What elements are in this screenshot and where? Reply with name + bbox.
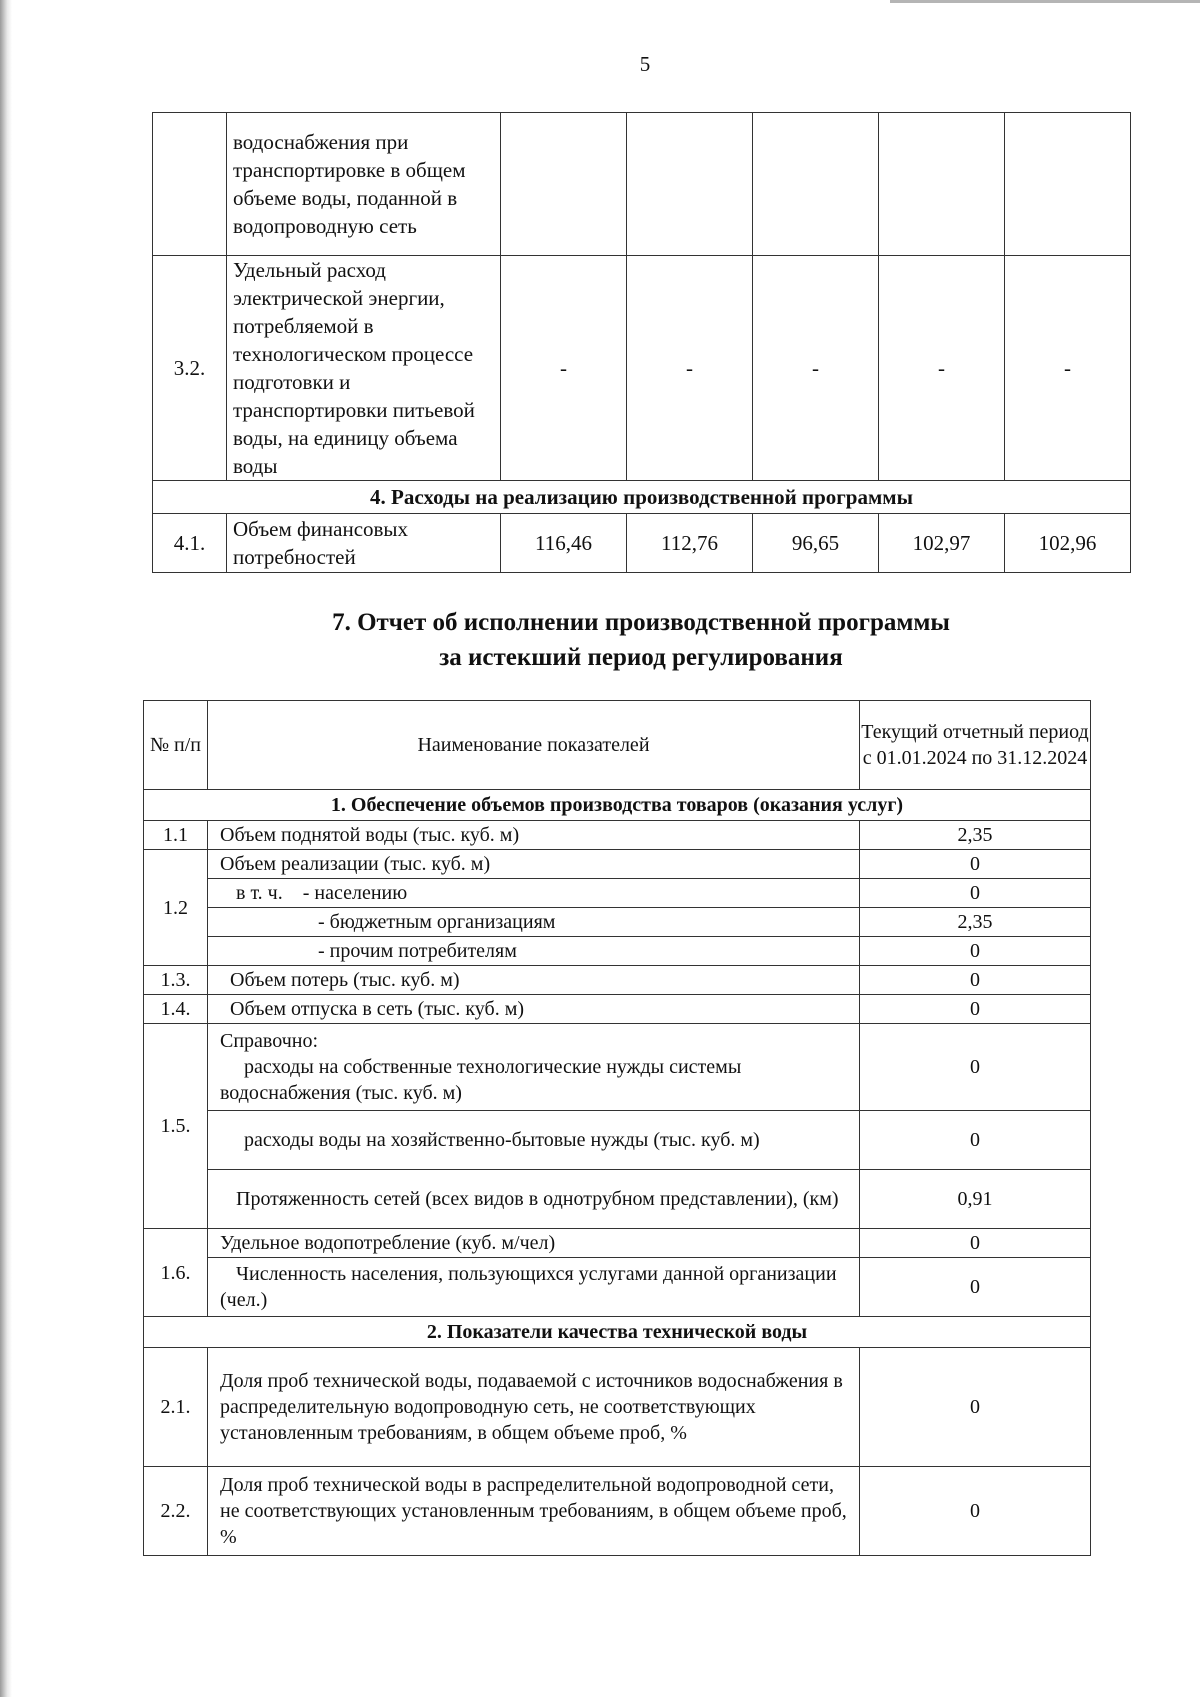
table-row xyxy=(153,514,1131,573)
cell-num xyxy=(153,113,227,256)
cell-num: 1.2 xyxy=(144,850,208,966)
table-row xyxy=(144,1348,1091,1467)
table-row xyxy=(144,1111,1091,1170)
cell-num: 1.1 xyxy=(144,821,208,850)
report-title xyxy=(150,605,1132,675)
scan-edge-left xyxy=(0,0,12,1697)
cell-name: Объем отпуска в сеть (тыс. куб. м) xyxy=(208,995,860,1024)
cell-value: - xyxy=(627,256,753,481)
table-row xyxy=(144,1229,1091,1258)
cell-name-text: расходы на собственные технологические нужды системы водоснабжения (тыс. куб. м) xyxy=(220,1056,742,1104)
cell-value: - xyxy=(879,256,1005,481)
production-program-table xyxy=(152,112,1131,573)
cell-value: - xyxy=(1005,256,1131,481)
table-row xyxy=(144,1258,1091,1317)
cell-value: 0,91 xyxy=(860,1170,1091,1229)
table-row xyxy=(144,1467,1091,1556)
cell-name: Объем поднятой воды (тыс. куб. м) xyxy=(208,821,860,850)
cell-name: в т. ч. - населению xyxy=(208,879,860,908)
table-row xyxy=(144,1170,1091,1229)
cell-value xyxy=(1005,113,1131,256)
table-header-row xyxy=(144,701,1091,790)
cell-value: 116,46 xyxy=(501,514,627,573)
cell-name: - бюджетным организациям xyxy=(208,908,860,937)
table-row xyxy=(153,256,1131,481)
scan-edge-top xyxy=(890,0,1200,3)
cell-value: 0 xyxy=(860,1229,1091,1258)
cell-name: Удельное водопотребление (куб. м/чел) xyxy=(208,1229,860,1258)
cell-num: 1.6. xyxy=(144,1229,208,1317)
cell-name: Доля проб технической воды в распределительной водопроводной сети, не соответствующих установленным требованиям, в общем объеме проб, % xyxy=(208,1467,860,1556)
cell-name: Доля проб технической воды, подаваемой с источников водоснабжения в распределительную водопроводную сеть, не соответствующих установленным требованиям, в общем объеме проб, % xyxy=(208,1348,860,1467)
cell-value: 102,96 xyxy=(1005,514,1131,573)
table-row xyxy=(144,995,1091,1024)
report-table xyxy=(143,700,1091,1556)
header-name: Наименование показателей xyxy=(208,701,860,790)
cell-value xyxy=(501,113,627,256)
table-row xyxy=(144,937,1091,966)
cell-num: 1.5. xyxy=(144,1024,208,1229)
cell-value: 0 xyxy=(860,1111,1091,1170)
table-row xyxy=(144,879,1091,908)
cell-value: 0 xyxy=(860,1467,1091,1556)
cell-value: 0 xyxy=(860,1024,1091,1111)
cell-value xyxy=(753,113,879,256)
cell-value: 0 xyxy=(860,879,1091,908)
cell-value: 0 xyxy=(860,1348,1091,1467)
cell-num: 2.1. xyxy=(144,1348,208,1467)
cell-name xyxy=(208,1024,860,1111)
cell-value: - xyxy=(753,256,879,481)
cell-num: 2.2. xyxy=(144,1467,208,1556)
cell-value: - xyxy=(501,256,627,481)
cell-value: 0 xyxy=(860,937,1091,966)
cell-num: 3.2. xyxy=(153,256,227,481)
cell-name: Численность населения, пользующихся услугами данной организации (чел.) xyxy=(208,1258,860,1317)
cell-value: 112,76 xyxy=(627,514,753,573)
cell-value: 102,97 xyxy=(879,514,1005,573)
cell-value xyxy=(627,113,753,256)
cell-name: Объем финансовых потребностей xyxy=(227,514,501,573)
cell-name: Объем реализации (тыс. куб. м) xyxy=(208,850,860,879)
cell-num: 4.1. xyxy=(153,514,227,573)
cell-name: - прочим потребителям xyxy=(208,937,860,966)
cell-name: Протяженность сетей (всех видов в однотрубном представлении), (км) xyxy=(208,1170,860,1229)
reference-label: Справочно: xyxy=(220,1030,319,1052)
table-row xyxy=(144,1024,1091,1111)
section-heading: 2. Показатели качества технической воды xyxy=(144,1317,1091,1348)
cell-num: 1.3. xyxy=(144,966,208,995)
cell-value: 2,35 xyxy=(860,821,1091,850)
report-title-line-2: за истекший период регулирования xyxy=(439,644,843,671)
header-num: № п/п xyxy=(144,701,208,790)
cell-value: 0 xyxy=(860,1258,1091,1317)
cell-value: 96,65 xyxy=(753,514,879,573)
table-row xyxy=(144,908,1091,937)
table-row xyxy=(153,113,1131,256)
section-heading: 1. Обеспечение объемов производства товаров (оказания услуг) xyxy=(144,790,1091,821)
cell-value: 0 xyxy=(860,850,1091,879)
section-heading: 4. Расходы на реализацию производственной программы xyxy=(153,481,1131,514)
cell-value: 2,35 xyxy=(860,908,1091,937)
cell-name: Объем потерь (тыс. куб. м) xyxy=(208,966,860,995)
report-title-line-1: 7. Отчет об исполнении производственной программы xyxy=(332,609,950,636)
cell-value xyxy=(879,113,1005,256)
table-row xyxy=(144,821,1091,850)
cell-name: водоснабжения при транспортировке в общем объеме воды, поданной в водопроводную сеть xyxy=(227,113,501,256)
section-row xyxy=(144,790,1091,821)
page-number: 5 xyxy=(639,52,651,76)
cell-value: 0 xyxy=(860,966,1091,995)
header-period: Текущий отчетный период с 01.01.2024 по 31.12.2024 xyxy=(860,701,1091,790)
cell-name: Удельный расход электрической энергии, потребляемой в технологическом процессе подготовки и транспортировки питьевой воды, на единицу объема воды xyxy=(227,256,501,481)
cell-value: 0 xyxy=(860,995,1091,1024)
cell-name: расходы воды на хозяйственно-бытовые нужды (тыс. куб. м) xyxy=(208,1111,860,1170)
table-row xyxy=(144,850,1091,879)
section-row xyxy=(144,1317,1091,1348)
table-row xyxy=(144,966,1091,995)
section-row xyxy=(153,481,1131,514)
cell-num: 1.4. xyxy=(144,995,208,1024)
